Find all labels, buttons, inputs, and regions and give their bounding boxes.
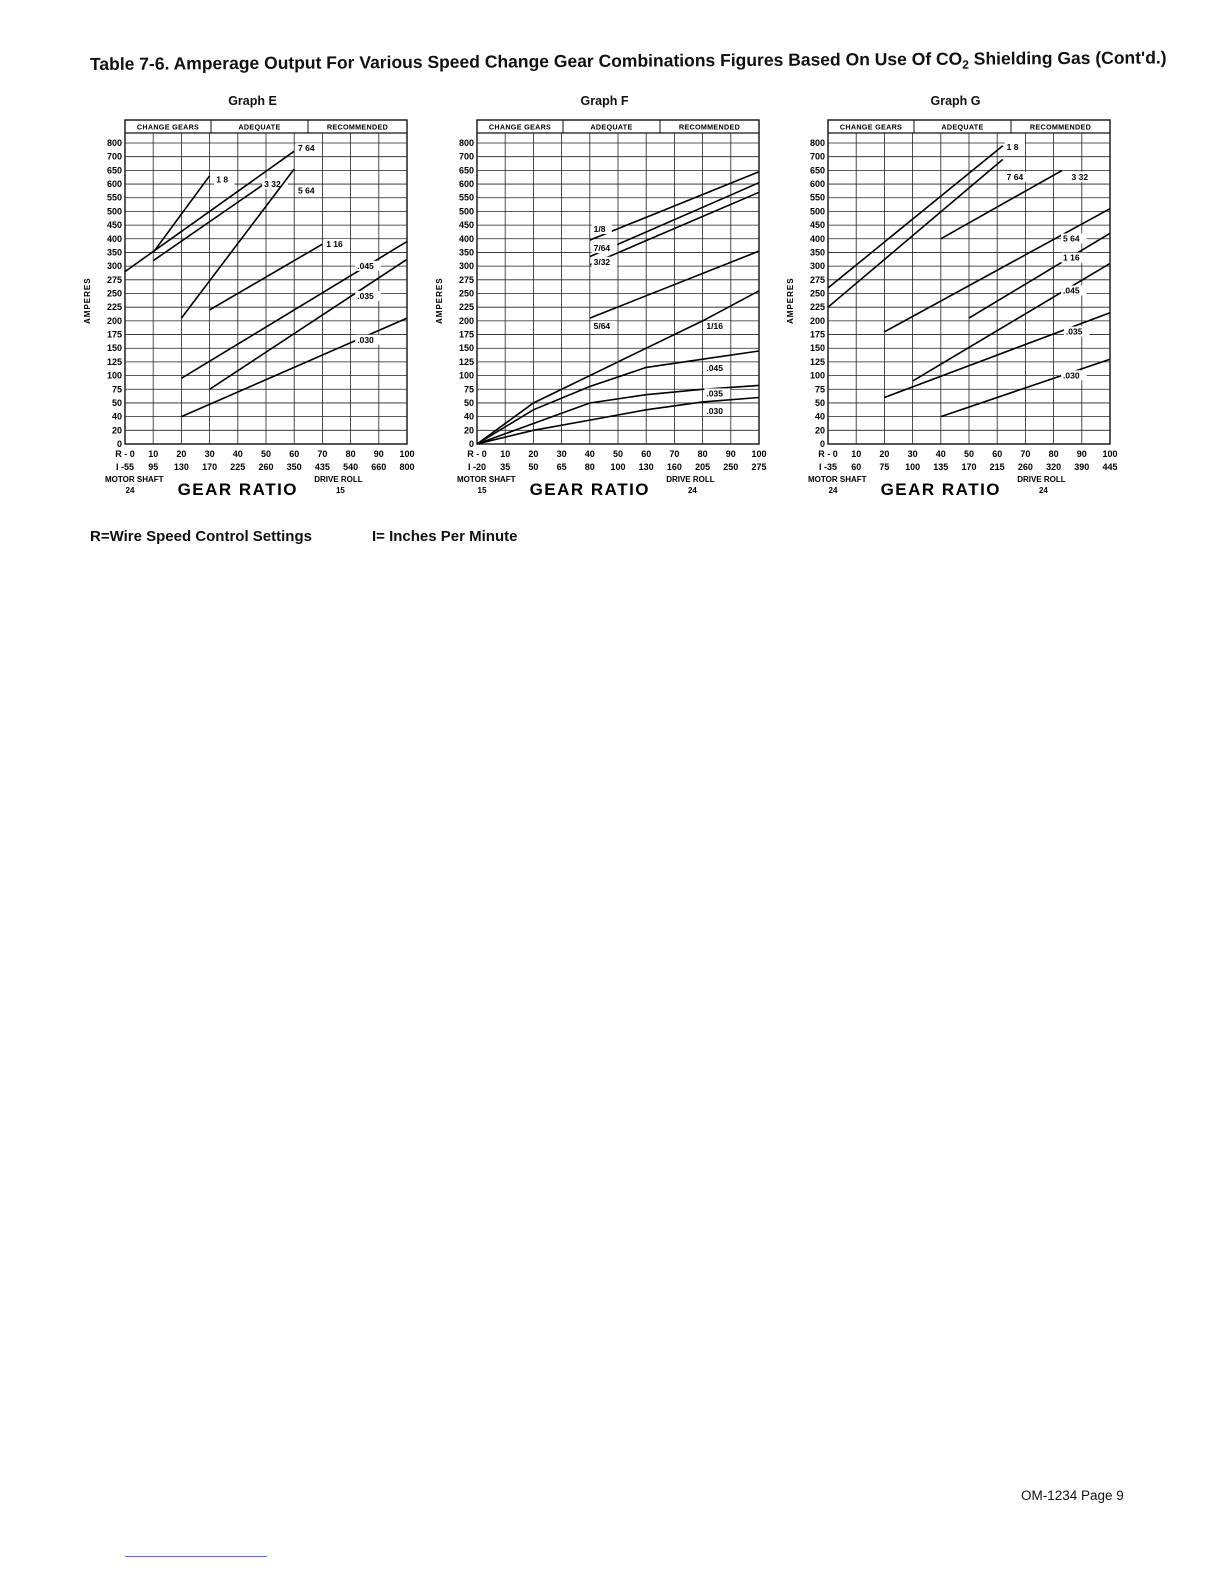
x-tick-label-i: I -20 — [467, 462, 487, 472]
y-tick-label: 300 — [106, 261, 122, 272]
header-recommended: RECOMMENDED — [326, 122, 389, 132]
series-line — [210, 259, 407, 389]
x-tick-label-r: 90 — [725, 449, 736, 459]
footnote-wire-speed: R=Wire Speed Control Settings — [90, 528, 312, 545]
motor-shaft-value: 24 — [125, 486, 135, 495]
x-tick-label-r: 30 — [556, 449, 567, 459]
x-tick-label-i: 65 — [556, 462, 567, 472]
x-tick-label-i: 320 — [1046, 462, 1062, 472]
drive-roll-value: 24 — [1038, 486, 1048, 495]
y-tick-label: 125 — [809, 356, 825, 367]
x-tick-label-r: 50 — [963, 449, 975, 459]
x-tick-label-r: 10 — [851, 449, 862, 459]
y-tick-label: 150 — [809, 343, 825, 354]
y-tick-label: 0 — [819, 439, 825, 449]
y-tick-label: 250 — [809, 288, 825, 299]
x-tick-label-r: 100 — [399, 449, 415, 459]
y-tick-label: 500 — [809, 206, 825, 217]
y-tick-label: 175 — [809, 329, 825, 340]
y-tick-label: 200 — [458, 315, 474, 326]
y-tick-label: 225 — [458, 302, 474, 313]
y-tick-label: 250 — [106, 288, 122, 299]
y-tick-label: 650 — [809, 165, 825, 176]
y-tick-label: 200 — [809, 315, 825, 326]
x-tick-label-i: 170 — [961, 462, 977, 472]
series-label: 1 16 — [1063, 252, 1080, 263]
y-tick-label: 0 — [468, 439, 474, 449]
series-label: 1 8 — [1006, 141, 1019, 152]
drive-roll-label: DRIVE ROLL — [1017, 475, 1066, 484]
y-tick-label: 400 — [458, 233, 474, 244]
x-tick-label-i: 225 — [230, 462, 246, 472]
graph-g-svg — [783, 92, 1128, 522]
y-tick-label: 550 — [809, 192, 825, 203]
x-tick-label-r: 70 — [317, 449, 328, 459]
x-tick-label-r: 70 — [1020, 449, 1031, 459]
y-tick-label: 50 — [814, 397, 825, 408]
x-tick-label-r: 20 — [879, 449, 890, 459]
y-tick-label: 75 — [463, 384, 474, 395]
header-recommended: RECOMMENDED — [678, 122, 741, 132]
x-tick-label-i: 160 — [666, 462, 682, 472]
y-tick-label: 125 — [458, 356, 474, 367]
motor-shaft-label: MOTOR SHAFT — [457, 475, 516, 484]
header-adequate: ADEQUATE — [941, 122, 984, 132]
y-tick-label: 50 — [463, 397, 474, 408]
series-label: .030 — [357, 334, 374, 345]
x-tick-label-i: 170 — [202, 462, 218, 472]
y-tick-label: 175 — [106, 329, 122, 340]
y-tick-label: 150 — [106, 343, 122, 354]
x-tick-label-r: R - 0 — [115, 449, 135, 459]
series-label: 1/8 — [593, 223, 606, 234]
x-tick-label-r: 20 — [528, 449, 539, 459]
x-tick-label-i: 135 — [933, 462, 949, 472]
x-tick-label-r: 40 — [584, 449, 595, 459]
x-tick-label-i: 215 — [989, 462, 1005, 472]
x-tick-label-i: 60 — [851, 462, 862, 472]
series-label: .035 — [357, 290, 374, 301]
y-tick-label: 700 — [809, 151, 825, 162]
x-tick-label-r: 30 — [907, 449, 918, 459]
y-tick-label: 275 — [809, 274, 825, 285]
y-tick-label: 225 — [809, 302, 825, 313]
series-label: 1 8 — [216, 174, 229, 185]
x-tick-label-r: 40 — [232, 449, 243, 459]
graph-e — [80, 92, 425, 522]
motor-shaft-label: MOTOR SHAFT — [808, 475, 867, 484]
x-tick-label-r: 80 — [697, 449, 708, 459]
y-tick-label: 500 — [458, 206, 474, 217]
x-tick-label-i: 205 — [695, 462, 711, 472]
y-tick-label: 40 — [463, 411, 474, 422]
y-tick-label: 600 — [458, 179, 474, 190]
y-tick-label: 450 — [106, 220, 122, 231]
y-axis-label: AMPERES — [786, 277, 795, 324]
title-subscript: 2 — [962, 57, 969, 72]
drive-roll-label: DRIVE ROLL — [314, 475, 363, 484]
drive-roll-value: 24 — [687, 486, 697, 495]
x-tick-label-r: 80 — [345, 449, 356, 459]
y-tick-label: 40 — [814, 411, 825, 422]
y-tick-label: 500 — [106, 206, 122, 217]
x-tick-label-i: 660 — [371, 462, 387, 472]
y-tick-label: 275 — [106, 274, 122, 285]
y-tick-label: 700 — [106, 151, 122, 162]
series-label: .045 — [357, 260, 374, 271]
header-change-gears: CHANGE GEARS — [488, 122, 552, 132]
x-tick-label-r: 90 — [373, 449, 384, 459]
y-tick-label: 75 — [111, 384, 122, 395]
graph-e-title: Graph E — [228, 94, 277, 108]
x-tick-label-r: 90 — [1076, 449, 1087, 459]
y-tick-label: 800 — [106, 138, 122, 148]
x-tick-label-r: 80 — [1048, 449, 1059, 459]
series-line — [828, 159, 1003, 307]
plot-area-e — [83, 120, 415, 499]
x-tick-label-i: 50 — [528, 462, 539, 472]
drive-roll-value: 15 — [335, 486, 345, 495]
y-axis-label: AMPERES — [435, 277, 444, 324]
y-tick-label: 275 — [458, 274, 474, 285]
y-tick-label: 300 — [809, 261, 825, 272]
y-tick-label: 20 — [111, 425, 122, 436]
y-tick-label: 100 — [106, 370, 122, 381]
x-tick-label-i: I -55 — [115, 462, 135, 472]
y-tick-label: 650 — [458, 165, 474, 176]
x-axis-label: GEAR RATIO — [880, 480, 1002, 499]
motor-shaft-value: 15 — [477, 486, 487, 495]
series-label: 5/64 — [593, 321, 611, 332]
plot-area-f — [435, 120, 767, 499]
y-tick-label: 300 — [458, 261, 474, 272]
series-label: .045 — [706, 363, 723, 374]
y-tick-label: 400 — [809, 233, 825, 244]
x-tick-label-i: 35 — [500, 462, 511, 472]
y-tick-label: 700 — [458, 151, 474, 162]
x-tick-label-r: R - 0 — [818, 449, 838, 459]
x-tick-label-i: 350 — [286, 462, 302, 472]
series-line — [828, 146, 1003, 288]
series-label: .035 — [1065, 326, 1083, 337]
x-tick-label-r: 60 — [992, 449, 1003, 459]
y-tick-label: 350 — [458, 247, 474, 258]
graph-f-svg — [432, 92, 777, 522]
header-adequate: ADEQUATE — [590, 122, 633, 132]
page-title — [90, 47, 1190, 77]
x-tick-label-i: 95 — [148, 462, 159, 472]
x-tick-label-i: 260 — [258, 462, 274, 472]
x-tick-label-r: 70 — [669, 449, 680, 459]
x-tick-label-r: 100 — [751, 449, 767, 459]
y-tick-label: 550 — [458, 192, 474, 203]
series-line — [913, 263, 1110, 381]
y-tick-label: 650 — [106, 165, 122, 176]
y-tick-label: 350 — [809, 247, 825, 258]
x-tick-label-r: 60 — [641, 449, 652, 459]
y-tick-label: 800 — [458, 138, 474, 148]
x-axis-label: GEAR RATIO — [529, 480, 651, 499]
y-axis-label: AMPERES — [83, 277, 92, 324]
drive-roll-label: DRIVE ROLL — [666, 475, 715, 484]
series-label: 1 16 — [326, 238, 343, 249]
x-tick-label-i: 80 — [584, 462, 595, 472]
y-tick-label: 350 — [106, 247, 122, 258]
title-tail: Shielding Gas (Cont'd.) — [968, 47, 1167, 69]
y-tick-label: 450 — [458, 220, 474, 231]
series-label: 5 64 — [1063, 233, 1080, 244]
y-tick-label: 20 — [814, 425, 825, 436]
y-tick-label: 100 — [458, 370, 474, 381]
footnote-inches-per-minute: I= Inches Per Minute — [372, 528, 518, 545]
y-tick-label: 600 — [809, 179, 825, 190]
page-number: OM-1234 Page 9 — [1021, 1488, 1124, 1503]
x-tick-label-i: 390 — [1074, 462, 1090, 472]
x-tick-label-i: 445 — [1102, 462, 1118, 472]
series-label: .030 — [1063, 370, 1080, 381]
y-tick-label: 225 — [106, 302, 122, 313]
motor-shaft-value: 24 — [828, 486, 838, 495]
y-tick-label: 600 — [106, 179, 122, 190]
x-tick-label-r: 50 — [260, 449, 272, 459]
y-tick-label: 125 — [106, 356, 122, 367]
x-tick-label-r: R - 0 — [467, 449, 487, 459]
graph-f-title: Graph F — [580, 94, 629, 108]
x-tick-label-i: 260 — [1017, 462, 1033, 472]
graph-g-title: Graph G — [930, 94, 981, 108]
series-label: 5 64 — [298, 185, 315, 196]
y-tick-label: 400 — [106, 233, 122, 244]
x-tick-label-i: 800 — [399, 462, 415, 472]
y-tick-label: 20 — [463, 425, 474, 436]
y-tick-label: 100 — [809, 370, 825, 381]
x-tick-label-i: I -35 — [818, 462, 838, 472]
x-tick-label-i: 250 — [723, 462, 739, 472]
header-adequate: ADEQUATE — [238, 122, 281, 132]
x-tick-label-i: 130 — [173, 462, 189, 472]
series-label: 3/32 — [593, 256, 611, 267]
graph-f — [432, 92, 777, 522]
series-label: 3 32 — [264, 178, 281, 189]
series-label: .030 — [706, 405, 723, 416]
x-tick-label-r: 40 — [935, 449, 946, 459]
plot-area-g — [786, 120, 1118, 499]
x-tick-label-i: 75 — [879, 462, 890, 472]
x-tick-label-r: 10 — [500, 449, 511, 459]
x-tick-label-r: 60 — [289, 449, 300, 459]
footer-rule — [125, 1556, 267, 1557]
header-change-gears: CHANGE GEARS — [839, 122, 903, 132]
graph-g — [783, 92, 1128, 522]
x-tick-label-i: 275 — [751, 462, 767, 472]
x-tick-label-r: 20 — [176, 449, 187, 459]
series-label: 7/64 — [593, 243, 611, 254]
y-tick-label: 150 — [458, 343, 474, 354]
y-tick-label: 450 — [809, 220, 825, 231]
x-tick-label-i: 540 — [343, 462, 359, 472]
x-axis-label: GEAR RATIO — [177, 480, 299, 499]
motor-shaft-label: MOTOR SHAFT — [105, 475, 164, 484]
header-change-gears: CHANGE GEARS — [136, 122, 200, 132]
y-tick-label: 175 — [458, 329, 474, 340]
y-tick-label: 550 — [106, 192, 122, 203]
series-label: 7 64 — [298, 143, 315, 154]
x-tick-label-r: 100 — [1102, 449, 1118, 459]
graph-e-svg — [80, 92, 425, 522]
y-tick-label: 75 — [814, 384, 825, 395]
x-tick-label-i: 130 — [638, 462, 654, 472]
series-label: .045 — [1063, 285, 1080, 296]
series-label: 3 32 — [1071, 171, 1089, 182]
y-tick-label: 0 — [116, 439, 122, 449]
x-tick-label-r: 50 — [612, 449, 624, 459]
x-tick-label-i: 100 — [610, 462, 626, 472]
series-label: 7 64 — [1006, 171, 1024, 182]
y-tick-label: 50 — [111, 397, 122, 408]
title-main: Table 7-6. Amperage Output For Various Speed Change Gear Combinations Figures Based On Use Of CO — [89, 48, 963, 74]
y-tick-label: 200 — [106, 315, 122, 326]
x-tick-label-r: 10 — [148, 449, 159, 459]
y-tick-label: 800 — [809, 138, 825, 148]
series-label: .035 — [706, 388, 723, 399]
y-tick-label: 250 — [458, 288, 474, 299]
x-tick-label-i: 100 — [905, 462, 921, 472]
header-recommended: RECOMMENDED — [1029, 122, 1092, 132]
x-tick-label-r: 30 — [204, 449, 215, 459]
y-tick-label: 40 — [111, 411, 122, 422]
series-label: 1/16 — [706, 321, 723, 332]
x-tick-label-i: 435 — [314, 462, 330, 472]
